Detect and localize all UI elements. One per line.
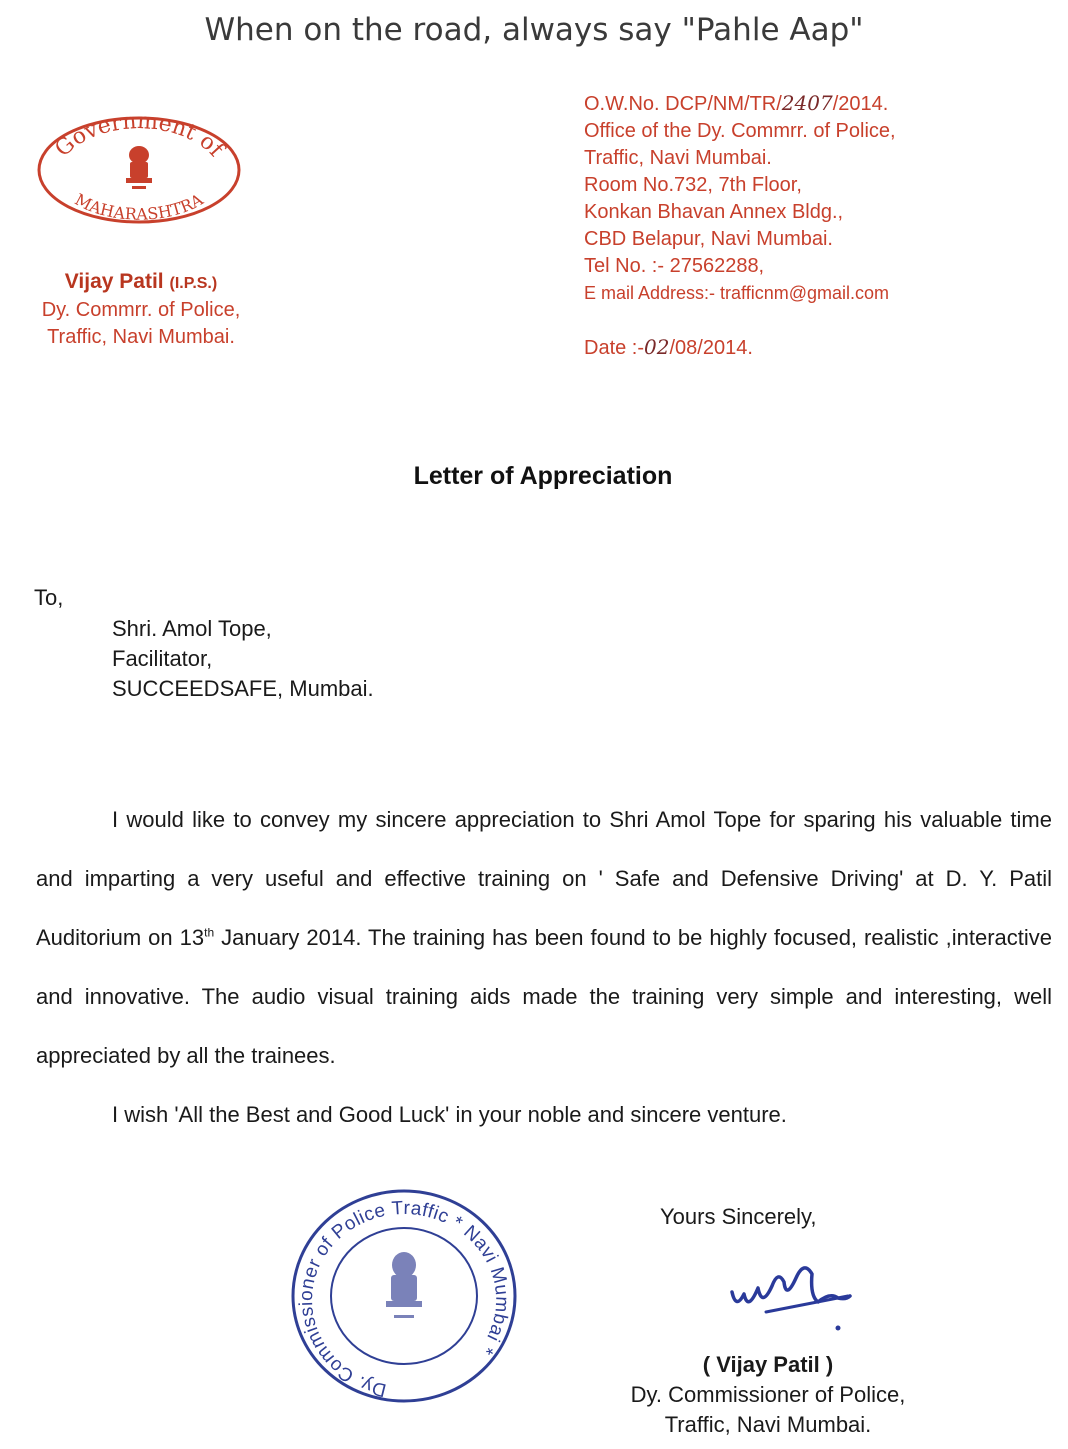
body-paragraph-1 (36, 790, 1052, 1085)
ashoka-emblem-icon (386, 1252, 422, 1318)
date-prefix: Date :- (584, 337, 645, 359)
address-line: Traffic, Navi Mumbai. (584, 147, 772, 169)
address-line: Office of the Dy. Commrr. of Police, (584, 120, 896, 142)
ref-handwritten-number: 2407 (781, 91, 833, 115)
outward-number (584, 90, 1064, 118)
address-line: Konkan Bhavan Annex Bldg., (584, 201, 844, 223)
office-address-block (584, 90, 1064, 362)
sender-title: Dy. Commrr. of Police, (41, 299, 241, 321)
seal-bottom-text: MAHARASHTRA (71, 189, 207, 224)
ref-suffix: /2014. (832, 93, 889, 115)
sender-unit: Traffic, Navi Mumbai. (47, 326, 235, 348)
letter-body (36, 790, 1052, 1144)
ref-prefix: O.W.No. DCP/NM/TR/ (584, 93, 782, 115)
salutation: To, (34, 585, 64, 610)
address-line: Tel No. :- 27562288, (584, 255, 765, 277)
body-paragraph-2: I wish 'All the Best and Good Luck' in your noble and sincere venture. (112, 1102, 787, 1127)
sender-name: Vijay Patil (64, 270, 164, 293)
letter-date (584, 334, 1064, 362)
body-text: I would like to convey my sincere appreciation to Shri Amol Tope for sparing his valuable time and imparting a very useful and effective training on ' Safe and Defensive Driving' at D. Y. Patil Auditorium on 13 (36, 807, 1052, 950)
recipient-block (112, 614, 374, 704)
ordinal-suffix: th (204, 925, 215, 940)
seal-top-text: Government of (50, 108, 229, 163)
emblem-icon (126, 146, 152, 189)
handwritten-signature (726, 1252, 856, 1342)
closing: Yours Sincerely, (660, 1204, 817, 1229)
seal-ring-text: Dy. Commissioner of Police Traffic * Navi Mumbai * (295, 1197, 513, 1401)
recipient-role: Facilitator, (112, 646, 213, 671)
signer-unit: Traffic, Navi Mumbai. (664, 1412, 872, 1437)
sender-name-line (16, 268, 266, 297)
address-line: Room No.732, 7th Floor, (584, 174, 802, 196)
body-text: January 2014. The training has been found to be highly focused, realistic ,interactive and innovative. The audio visual training aids made the training very simple and interesting, well appreciated by all the trainees. (36, 925, 1052, 1068)
date-handwritten-day: 02 (644, 335, 670, 359)
letter-title: Letter of Appreciation (413, 462, 673, 490)
signer-title: Dy. Commissioner of Police, (630, 1382, 906, 1407)
recipient-org: SUCCEEDSAFE, Mumbai. (112, 676, 374, 701)
address-line: CBD Belapur, Navi Mumbai. (584, 228, 833, 250)
sender-suffix: (I.P.S.) (169, 275, 218, 292)
signer-name: ( Vijay Patil ) (702, 1352, 834, 1377)
svg-text:MAHARASHTRA (72, 190, 207, 224)
road-safety-banner: When on the road, always say "Pahle Aap" (204, 12, 864, 48)
recipient-name: Shri. Amol Tope, (112, 616, 272, 641)
signer-block (598, 1350, 938, 1440)
sender-block (16, 268, 266, 351)
government-of-maharashtra-seal (34, 100, 244, 225)
police-commissioner-seal (288, 1185, 520, 1407)
date-suffix: /08/2014. (669, 337, 753, 359)
email-line: E mail Address:- trafficnm@gmail.com (584, 283, 890, 303)
